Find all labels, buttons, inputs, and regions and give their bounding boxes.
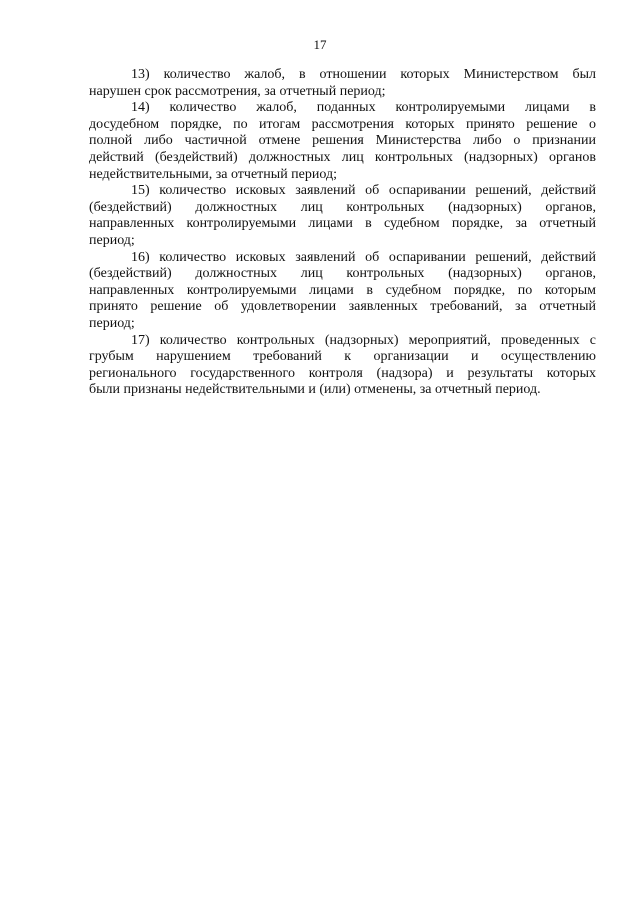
paragraph-line: грубым нарушением требований к организации и осуществлению (89, 349, 596, 365)
page-number: 17 (313, 37, 327, 52)
paragraph-15 (89, 183, 596, 249)
paragraph-line: недействительными, за отчетный период; (89, 166, 337, 182)
body-text (89, 67, 596, 399)
paragraph-line: полной либо частичной отмене решения Министерства либо о признании (89, 133, 596, 149)
paragraph-line: направленных контролируемыми лицами в судебном порядке, за отчетный (89, 216, 596, 232)
paragraph-line: период; (89, 232, 135, 248)
paragraph-line: 14) количество жалоб, поданных контролируемыми лицами в (131, 100, 596, 116)
paragraph-14 (89, 100, 596, 183)
paragraph-line: были признаны недействительными и (или) отменены, за отчетный период. (89, 382, 541, 398)
paragraph-17 (89, 333, 596, 399)
paragraph-13 (89, 67, 596, 100)
paragraph-line: 17) количество контрольных (надзорных) мероприятий, проведенных с (131, 332, 596, 348)
paragraph-line: период; (89, 315, 135, 331)
paragraph-line: регионального государственного контроля (надзора) и результаты которых (89, 365, 596, 381)
paragraph-line: (бездействий) должностных лиц контрольных (надзорных) органов, (89, 199, 596, 215)
paragraph-line: 15) количество исковых заявлений об оспаривании решений, действий (131, 183, 596, 199)
paragraph-line: досудебном порядке, по итогам рассмотрения которых принято решение о (89, 116, 596, 132)
paragraph-16 (89, 250, 596, 333)
paragraph-line: действий (бездействий) должностных лиц контрольных (надзорных) органов (89, 149, 596, 165)
paragraph-line: (бездействий) должностных лиц контрольных (надзорных) органов, (89, 266, 596, 282)
paragraph-line: нарушен срок рассмотрения, за отчетный период; (89, 83, 386, 99)
paragraph-line: направленных контролируемыми лицами в судебном порядке, по которым (89, 282, 596, 298)
paragraph-line: 16) количество исковых заявлений об оспаривании решений, действий (131, 249, 596, 265)
paragraph-line: принято решение об удовлетворении заявленных требований, за отчетный (89, 299, 596, 315)
paragraph-line: 13) количество жалоб, в отношении которых Министерством был (131, 67, 596, 82)
